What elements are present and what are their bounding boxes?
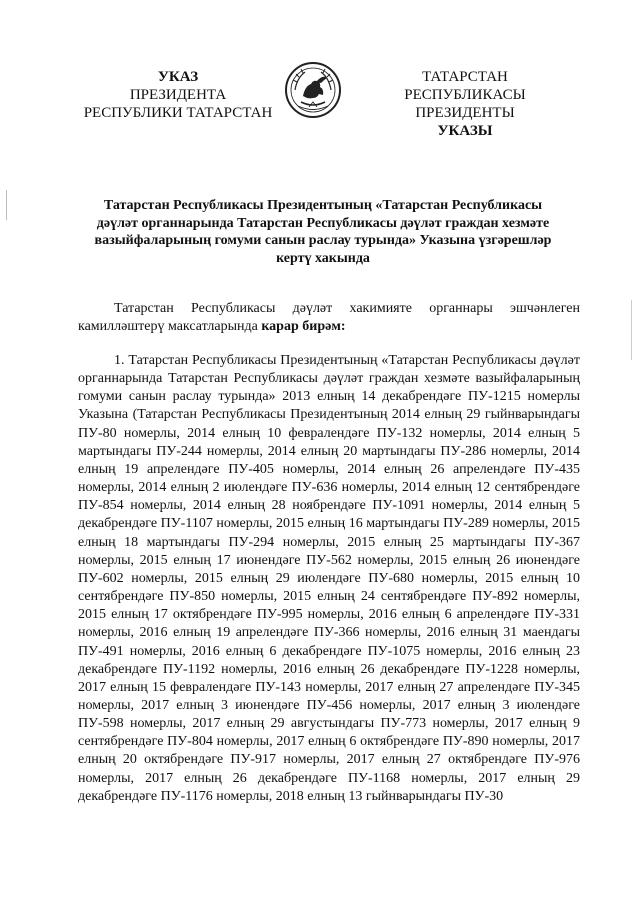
header-tatar xyxy=(360,68,570,140)
header-right-line-3: УКАЗЫ xyxy=(437,123,493,139)
header-left-line-1: УКАЗ xyxy=(157,69,199,85)
header-right-line-2: ПРЕЗИДЕНТЫ xyxy=(415,105,515,121)
scan-artifact xyxy=(6,190,7,220)
intro-decision: карар бирәм: xyxy=(261,319,346,334)
document-header xyxy=(0,68,640,138)
header-left-line-2: ПРЕЗИДЕНТА xyxy=(129,87,227,103)
intro-text: Татарстан Республикасы дәүләт хакимияте органнары эшчәнлеген камилләштерү максатларында xyxy=(78,301,580,334)
header-russian xyxy=(78,68,278,122)
intro-paragraph xyxy=(78,300,580,336)
scan-artifact xyxy=(631,300,632,360)
paragraph-1 xyxy=(78,352,580,806)
header-right-line-1: ТАТАРСТАН РЕСПУБЛИКАСЫ xyxy=(404,69,526,103)
paragraph-1-text: 1. Татарстан Республикасы Президентының «Татарстан Республикасы дәүләт органнарында Татарстан Республикасы дәүләт граждан хезмәте вазыйфаларының гомуми санын раслау турында» 2013 елның 14 декабрендәге ПУ-1215 номерлы Указына (Татарстан Республикасы Президентының 2014 елның 29 гыйнварындагы ПУ-80 номерлы, 2014 елның 10 февралендәге ПУ-132 номерлы, 2014 елның 5 мартындагы ПУ-244 номерлы, 2014 елның 20 мартындагы ПУ-286 номерлы, 2014 елның 19 апрелендәге ПУ-405 номерлы, 2014 елның 26 апрелендәге ПУ-435 номерлы, 2014 елның 2 июлендәге ПУ-636 номерлы, 2014 елның 12 сентябрендәге ПУ-854 номерлы, 2014 елның 28 ноябрендәге ПУ-1091 номерлы, 2014 елның 5 декабрендәге ПУ-1107 номерлы, 2015 елның 16 мартындагы ПУ-289 номерлы, 2015 елның 18 мартындагы ПУ-294 номерлы, 2015 елның 25 мартындагы ПУ-367 номерлы, 2015 елның 17 июнендәге ПУ-562 номерлы, 2015 елның 26 июнендәге ПУ-602 номерлы, 2015 елның 29 июлендәге ПУ-680 номерлы, 2015 елның 10 сентябрендәге ПУ-850 номерлы, 2015 елның 24 сентябрендәге ПУ-892 номерлы, 2015 елның 17 октябрендәге ПУ-995 номерлы, 2016 елның 6 апрелендәге ПУ-331 номерлы, 2016 елның 19 апрелендәге ПУ-366 номерлы, 2016 елның 31 маендагы ПУ-491 номерлы, 2016 елның 6 декабрендәге ПУ-1075 номерлы, 2016 елның 23 декабрендәге ПУ-1192 номерлы, 2016 елның 26 декабрендәге ПУ-1228 номерлы, 2017 елның 15 февралендәге ПУ-143 номерлы, 2017 елның 27 апрелендәге ПУ-345 номерлы, 2017 елның 3 июнендәге ПУ-456 номерлы, 2017 елның 3 июлендәге ПУ-598 номерлы, 2017 елның 29 августындагы ПУ-773 номерлы, 2017 елның 9 сентябрендәге ПУ-804 номерлы, 2017 елның 6 октябрендәге ПУ-890 номерлы, 2017 елның 20 октябрендәге ПУ-917 номерлы, 2017 елның 27 октябрендәге ПУ-976 номерлы, 2017 елның 26 декабрендәге ПУ-1168 номерлы, 2017 елның 29 декабрендәге ПУ-1176 номерлы, 2018 елның 13 гыйнварындагы ПУ-30 xyxy=(78,353,580,804)
document-title: Татарстан Республикасы Президентының «Татарстан Республикасы дәүләт органнарында Татарстан Республикасы дәүләт граждан хезмәте вазыйфаларының гомуми санын раслау турында» Указына үзгәрешләр кертү хакында xyxy=(94,198,552,266)
header-left-line-3: РЕСПУБЛИКИ ТАТАРСТАН xyxy=(83,105,273,121)
coat-of-arms-icon xyxy=(283,60,343,120)
